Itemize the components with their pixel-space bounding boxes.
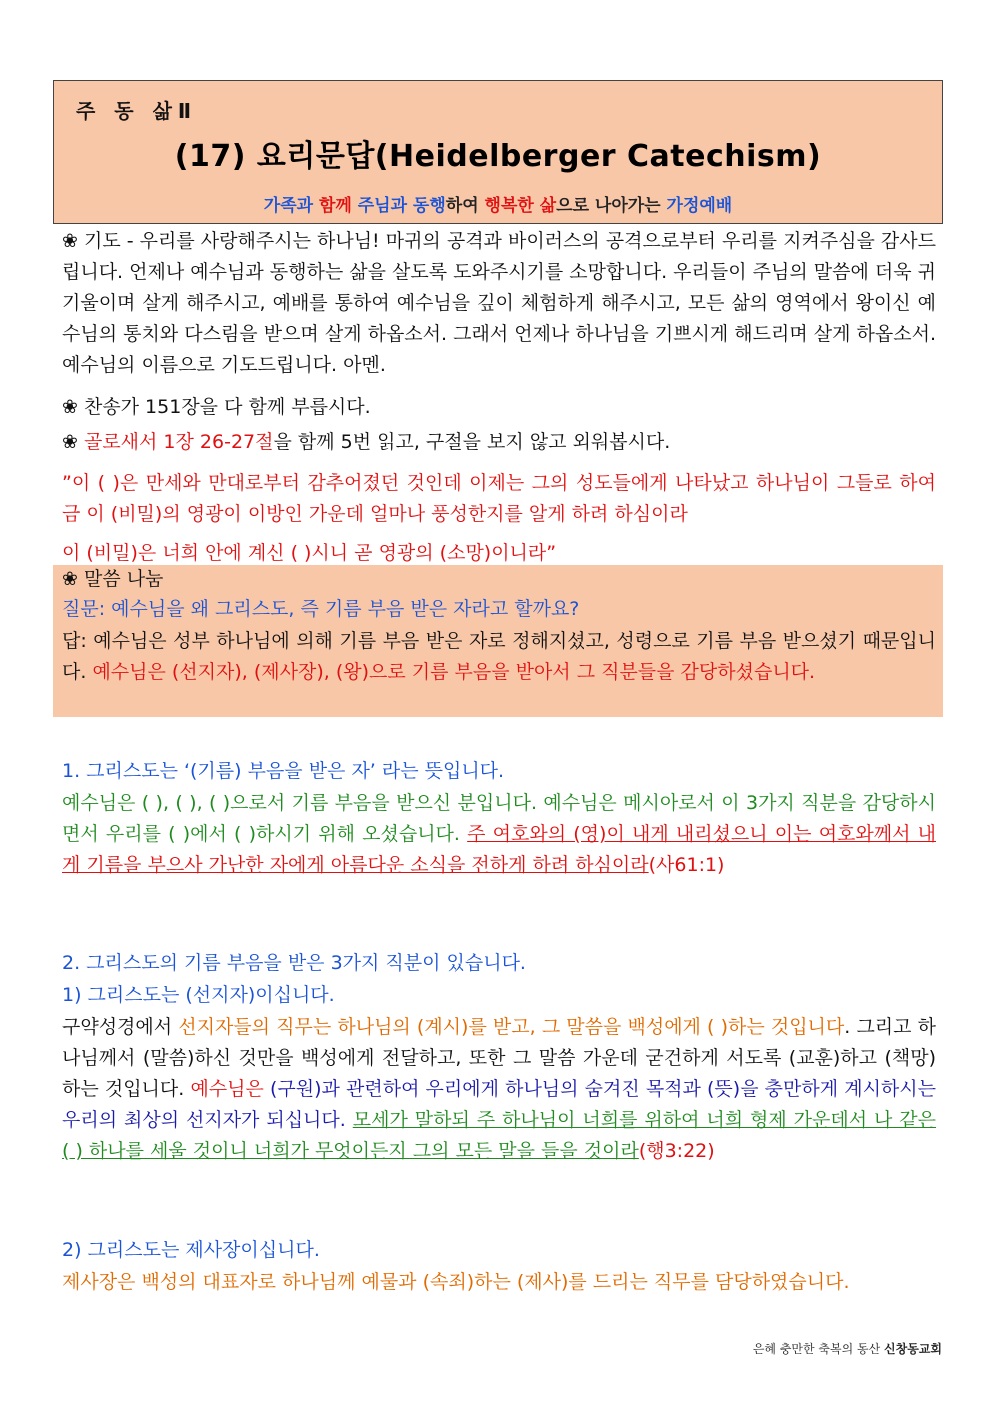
section1-verse-ref: (사61:1) <box>648 854 725 876</box>
title-box <box>53 80 943 224</box>
subtitle-part: 으로 나아가는 <box>556 196 667 216</box>
para-red: 예수님은 <box>190 1078 270 1100</box>
para-navy: (구원)과 관련하여 우리에게 하나님의 숨겨진 목적과 (뜻)을 충만하게 계시하시는 우리의 최상의 선지자가 되십니다. <box>62 1078 936 1131</box>
scripture-reference: 골로새서 1장 26-27절 <box>83 431 274 453</box>
subtitle-part: 가족과 <box>263 196 319 216</box>
answer-highlight: 예수님은 (선지자), (제사장), (왕)으로 기름 부음을 받아서 그 직분들을 감당하셨습니다. <box>92 661 816 683</box>
scripture-rest: 을 함께 5번 읽고, 구절을 보지 않고 외워봅시다. <box>273 431 671 453</box>
para-verse: 모세가 말하되 주 하나님이 너희를 위하여 너희 형제 가운데서 나 같은 ( ) 하나를 세울 것이니 너희가 무엇이든지 그의 모든 말을 들을 것이라 <box>62 1109 937 1162</box>
section2-sub2: 2) 그리스도는 제사장이십니다. <box>62 1239 320 1261</box>
subtitle-part: 행복한 삶 <box>484 196 557 216</box>
section1-body <box>62 788 936 881</box>
subtitle-part: 가정예배 <box>666 196 733 216</box>
scripture-quote-2: 이 (비밀)은 너희 안에 계신 ( )시니 곧 영광의 (소망)이니라” <box>62 542 557 564</box>
prayer-paragraph: ❀ 기도 - 우리를 사랑해주시는 하나님! 마귀의 공격과 바이러스의 공격으로부터 우리를 지켜주심을 감사드립니다. 언제나 예수님과 동행하는 삶을 살도록 도와주시기를 소망합니다. 우리들이 주님의 말씀에 더욱 귀 기울이며 살게 해주시고, 예배를 통하여 예수님을 깊이 체험하게 해주시고, 모든 삶의 영역에서 왕이신 예수님의 통치와 다스림을 받으며 살게 하옵소서. 그래서 언제나 하나님을 기쁘시게 해드리며 살게 하옵소서. 예수님의 이름으로 기도드립니다. 아멘. <box>62 230 936 376</box>
section2-heading: 2. 그리스도의 기름 부음을 받은 3가지 직분이 있습니다. <box>62 952 526 974</box>
section2-sub1: 1) 그리스도는 (선지자)이십니다. <box>62 984 335 1006</box>
footer <box>753 1340 942 1357</box>
sharing-title: ❀ 말씀 나눔 <box>62 568 164 590</box>
scripture-quote-1: ”이 ( )은 만세와 만대로부터 감추어졌던 것인데 이제는 그의 성도들에게 나타났고 하나님이 그들로 하여금 이 (비밀)의 영광이 이방인 가운데 얼마나 풍성한지를 알게 하려 하심이라 <box>62 472 936 525</box>
subtitle-part: 하여 <box>445 196 485 216</box>
series-label: 주 동 삶Ⅱ <box>76 99 198 123</box>
subtitle-part: 주님과 동행 <box>357 196 446 216</box>
church-name: 신창동교회 <box>884 1342 942 1356</box>
bullet: ❀ <box>62 431 84 453</box>
footer-text: 은혜 충만한 축복의 동산 <box>752 1342 885 1356</box>
hymn-line: ❀ 찬송가 151장을 다 함께 부릅시다. <box>62 396 371 418</box>
answer-text: 답: 예수님은 성부 하나님에 의해 기름 부음 받은 자로 정해지셨고, 성령으로 기름 부음 받으셨기 때문입니다. <box>62 630 936 683</box>
page-title: (17) 요리문답(Heidelberger Catechism) <box>174 139 822 174</box>
section1-heading: 1. 그리스도는 ‘(기름) 부음을 받은 자’ 라는 뜻입니다. <box>62 760 505 782</box>
scripture-instruction <box>62 427 936 458</box>
para-orange: 선지자들의 직무는 하나님의 (계시)를 받고, 그 말씀을 백성에게 ( )하는 것입니다 <box>178 1016 845 1038</box>
section1-text: 예수님은 ( ), ( ), ( )으로서 기름 부음을 받으신 분입니다. 예수님은 메시아로서 이 3가지 직분을 감당하시면서 우리를 ( )에서 ( )하시기 위해 오셨습니다. <box>62 792 936 845</box>
sharing-answer <box>62 626 936 688</box>
para-verse-ref: (행3:22) <box>638 1140 715 1162</box>
para-text: . 그리고 하나님께서 (말씀)하신 것만을 백성에게 전달하고, 또한 그 말씀 가운데 굳건하게 서도록 (교훈)하고 (책망)하는 것입니다. <box>62 1016 936 1100</box>
subtitle-part: 함께 <box>318 196 358 216</box>
section1-verse: 주 여호와의 (영)이 내게 내리셨으니 이는 여호와께서 내게 기름을 부으사 가난한 자에게 아름다운 소식을 전하게 하려 하심이라 <box>62 823 936 876</box>
sharing-question: 질문: 예수님을 왜 그리스도, 즉 기름 부음 받은 자라고 할까요? <box>62 598 580 620</box>
para-text: 구약성경에서 <box>62 1016 179 1038</box>
section2-para1 <box>62 1012 936 1167</box>
subtitle <box>54 191 942 216</box>
section2-para2: 제사장은 백성의 대표자로 하나님께 예물과 (속죄)하는 (제사)를 드리는 직무를 담당하였습니다. <box>62 1271 850 1293</box>
